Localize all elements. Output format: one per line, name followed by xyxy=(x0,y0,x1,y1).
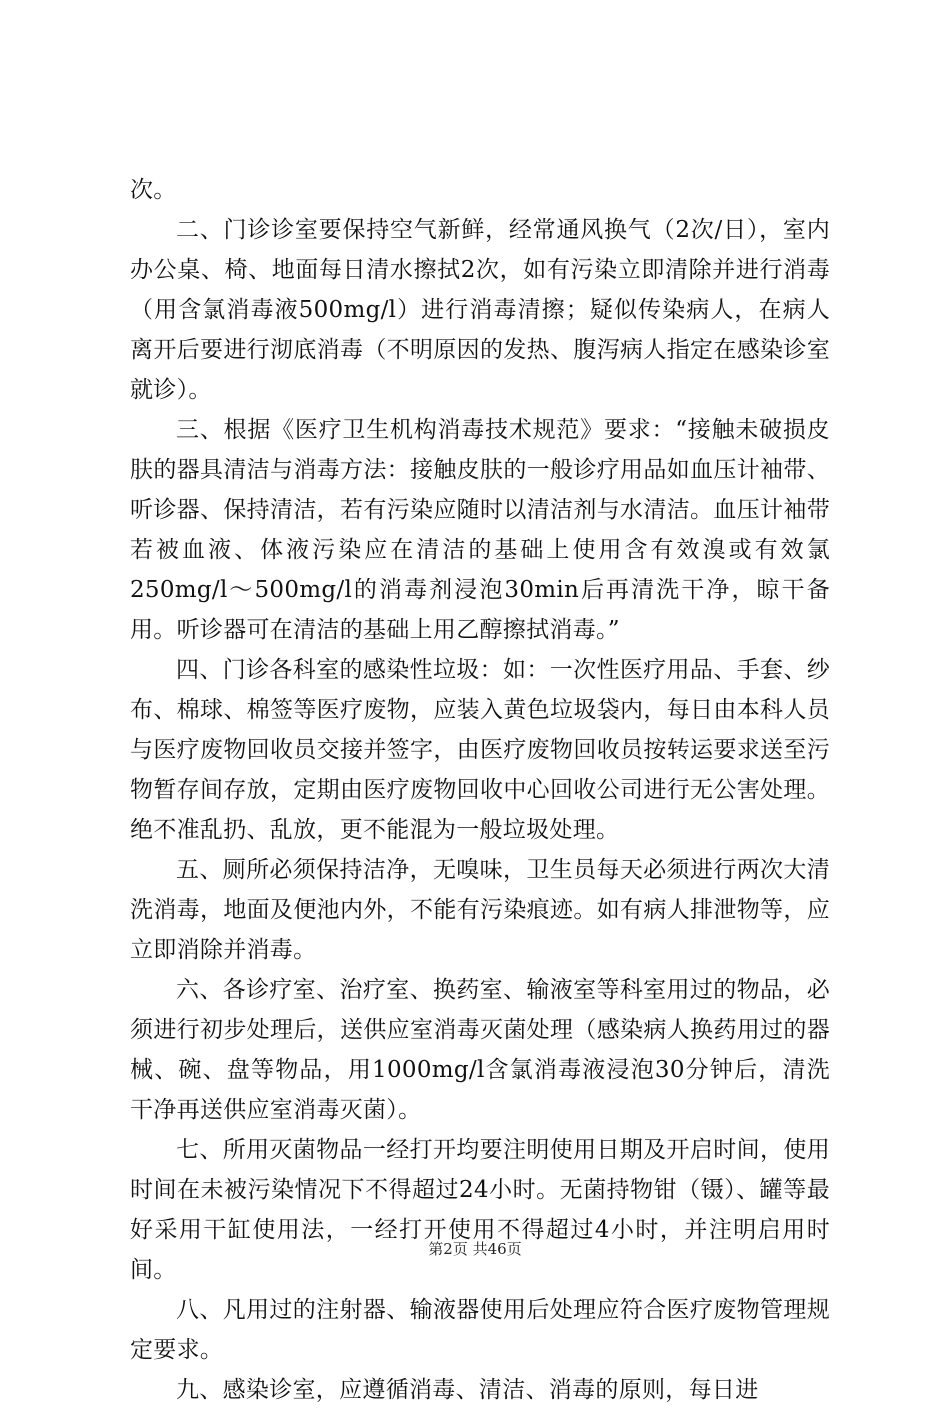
paragraph-item-6: 六、各诊疗室、治疗室、换药室、输液室等科室用过的物品，必须进行初步处理后，送供应室消毒灭菌处理（感染病人换药用过的器械、碗、盘等物品，用1000mg/l含氯消毒液浸泡30分钟后，清洗干净再送供应室消毒灭菌）。 xyxy=(130,977,830,1123)
paragraph-item-3: 三、根据《医疗卫生机构消毒技术规范》要求：“接触未破损皮肤的器具清洁与消毒方法：接触皮肤的一般诊疗用品如血压计袖带、听诊器、保持清洁，若有污染应随时以清洁剂与水清洁。血压计袖带若被血液、体液污染应在清洁的基础上使用含有效溴或有效氯250mg/l～500mg/l的消毒剂浸泡30min后再清洗干净，晾干备用。听诊器可在清洁的基础上用乙醇擦拭消毒。” xyxy=(130,417,830,643)
paragraph-item-4: 四、门诊各科室的感染性垃圾：如：一次性医疗用品、手套、纱布、棉球、棉签等医疗废物，应装入黄色垃圾袋内，每日由本科人员与医疗废物回收员交接并签字，由医疗废物回收员按转运要求送至污物暂存间存放，定期由医疗废物回收中心回收公司进行无公害处理。绝不准乱扔、乱放，更不能混为一般垃圾处理。 xyxy=(130,657,830,843)
paragraph-continuation: 次。 xyxy=(130,177,177,203)
page-footer: 第2页 共46页 xyxy=(428,1240,522,1258)
paragraph-item-2: 二、门诊诊室要保持空气新鲜，经常通风换气（2次/日），室内办公桌、椅、地面每日清水擦拭2次，如有污染立即清除并进行消毒（用含氯消毒液500mg/l）进行消毒清擦；疑似传染病人，在病人离开后要进行沏底消毒（不明原因的发热、腹泻病人指定在感染诊室就诊）。 xyxy=(130,217,830,403)
paragraph-item-7: 七、所用灭菌物品一经打开均要注明使用日期及开启时间，使用时间在未被污染情况下不得超过24小时。无菌持物钳（镊）、罐等最好采用干缸使用法，一经打开使用不得超过4小时，并注明启用时间。 xyxy=(130,1137,830,1283)
paragraph-item-5: 五、厕所必须保持洁净，无嗅味，卫生员每天必须进行两次大清洗消毒，地面及便池内外，不能有污染痕迹。如有病人排泄物等，应立即消除并消毒。 xyxy=(130,857,830,963)
document-body xyxy=(130,170,830,1410)
paragraph-item-8: 八、凡用过的注射器、输液器使用后处理应符合医疗废物管理规定要求。 xyxy=(130,1297,830,1363)
paragraph-item-9: 九、感染诊室，应遵循消毒、清洁、消毒的原则，每日进 xyxy=(176,1377,759,1403)
